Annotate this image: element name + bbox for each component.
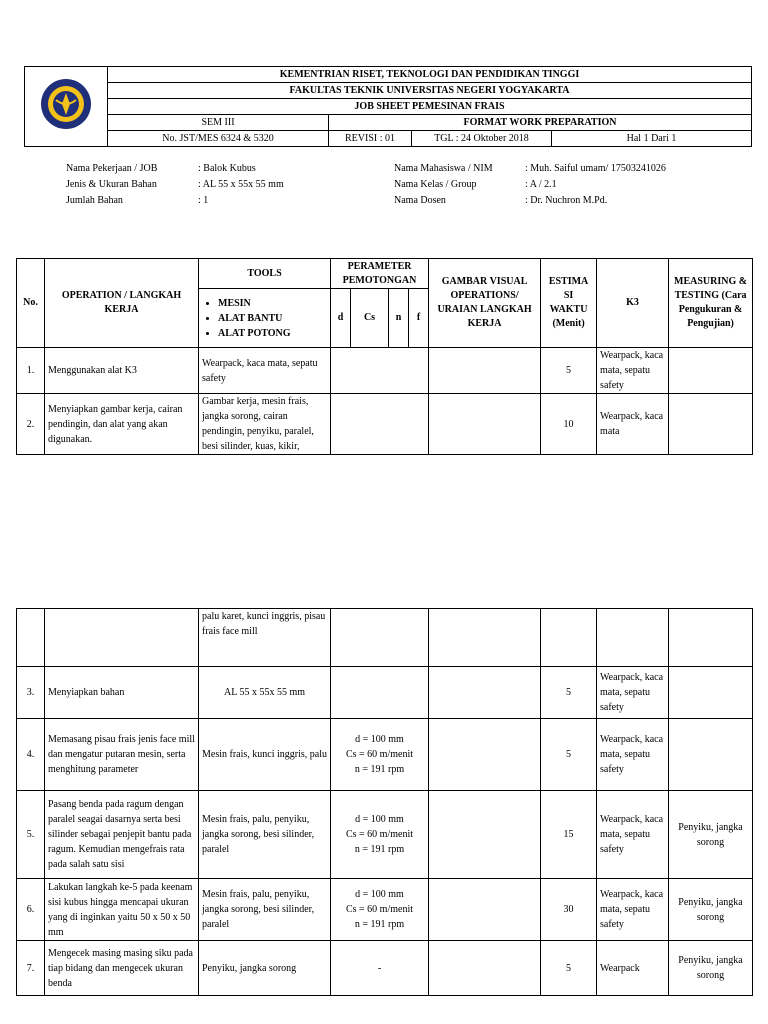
row-no: 2. xyxy=(17,394,45,455)
row-operation xyxy=(45,609,199,667)
row-no: 6. xyxy=(17,879,45,941)
row-measuring: Penyiku, jangka sorong xyxy=(669,791,753,879)
faculty-title: FAKULTAS TEKNIK UNIVERSITAS NEGERI YOGYAKARTA xyxy=(108,83,752,99)
row-measuring xyxy=(669,348,753,394)
info-left xyxy=(66,161,284,209)
info-label: Jenis & Ukuran Bahan xyxy=(66,179,157,190)
row-k3: Wearpack, kaca mata, sepatu safety xyxy=(597,719,669,791)
row-k3: Wearpack, kaca mata, sepatu safety xyxy=(597,791,669,879)
row-param: d = 100 mm Cs = 60 m/menit n = 191 rpm xyxy=(331,791,429,879)
col-measuring: MEASURING & TESTING (Cara Pengukuran & Pengujian) xyxy=(669,259,753,348)
ministry-title: KEMENTRIAN RISET, TEKNOLOGI DAN PENDIDIKAN TINGGI xyxy=(108,67,752,83)
row-time: 5 xyxy=(541,667,597,719)
row-gambar xyxy=(429,667,541,719)
info-value: : Dr. Nuchron M.Pd. xyxy=(525,195,608,206)
row-k3 xyxy=(597,609,669,667)
row-param xyxy=(331,667,429,719)
row-no: 3. xyxy=(17,667,45,719)
logo-cell xyxy=(25,67,108,147)
university-logo-icon xyxy=(40,78,92,130)
semester: SEM III xyxy=(108,115,329,131)
col-param: PERAMETER PEMOTONGAN xyxy=(331,259,429,289)
row-no: 4. xyxy=(17,719,45,791)
row-no: 5. xyxy=(17,791,45,879)
col-k3: K3 xyxy=(597,259,669,348)
row-time: 30 xyxy=(541,879,597,941)
col-estimasi: ESTIMA SI WAKTU (Menit) xyxy=(541,259,597,348)
row-operation: Lakukan langkah ke-5 pada keenam sisi kubus hingga mencapai ukuran yang di inginkan yaitu 50 x 50 x 50 mm xyxy=(45,879,199,941)
info-label: Jumlah Bahan xyxy=(66,195,123,206)
row-k3: Wearpack, kaca mata, sepatu safety xyxy=(597,879,669,941)
row-operation: Menyiapkan bahan xyxy=(45,667,199,719)
row-operation: Menggunakan alat K3 xyxy=(45,348,199,394)
row-no xyxy=(17,609,45,667)
table-row xyxy=(17,667,753,719)
col-gambar: GAMBAR VISUAL OPERATIONS/ URAIAN LANGKAH KERJA xyxy=(429,259,541,348)
info-label: Nama Dosen xyxy=(394,195,446,206)
jobsheet-title: JOB SHEET PEMESINAN FRAIS xyxy=(108,99,752,115)
work-table-page1 xyxy=(16,258,753,455)
work-table-page2 xyxy=(16,608,753,996)
table-row xyxy=(17,394,753,455)
row-gambar xyxy=(429,348,541,394)
row-operation: Menyiapkan gambar kerja, cairan pendingin, dan alat yang akan digunakan. xyxy=(45,394,199,455)
col-d: d xyxy=(331,289,351,348)
date: TGL : 24 Oktober 2018 xyxy=(412,131,552,147)
row-param xyxy=(331,609,429,667)
table-row xyxy=(17,348,753,394)
table-row xyxy=(17,791,753,879)
row-gambar xyxy=(429,791,541,879)
col-no: No. xyxy=(17,259,45,348)
tools-item: • MESIN xyxy=(218,296,327,311)
info-label: Nama Kelas / Group xyxy=(394,179,477,190)
row-gambar xyxy=(429,941,541,996)
row-time: 5 xyxy=(541,348,597,394)
row-tools: Mesin frais, kunci inggris, palu xyxy=(199,719,331,791)
row-time: 10 xyxy=(541,394,597,455)
table-row xyxy=(17,879,753,941)
row-gambar xyxy=(429,879,541,941)
row-tools: AL 55 x 55x 55 mm xyxy=(199,667,331,719)
table-row xyxy=(17,609,753,667)
info-value: : Muh. Saiful umam/ 17503241026 xyxy=(525,163,666,174)
row-param: d = 100 mm Cs = 60 m/menit n = 191 rpm xyxy=(331,879,429,941)
document-number: No. JST/MES 6324 & 5320 xyxy=(108,131,329,147)
row-time: 15 xyxy=(541,791,597,879)
row-no: 1. xyxy=(17,348,45,394)
format-title: FORMAT WORK PREPARATION xyxy=(329,115,752,131)
row-gambar xyxy=(429,609,541,667)
row-param xyxy=(331,348,429,394)
row-time xyxy=(541,609,597,667)
table-row xyxy=(17,719,753,791)
tools-item: • ALAT POTONG xyxy=(218,326,327,341)
row-k3: Wearpack, kaca mata xyxy=(597,394,669,455)
table-row xyxy=(17,941,753,996)
header-table xyxy=(24,66,752,147)
info-value: : AL 55 x 55x 55 mm xyxy=(198,179,284,190)
tools-subheader xyxy=(199,289,331,348)
info-value: : Balok Kubus xyxy=(198,163,256,174)
row-k3: Wearpack, kaca mata, sepatu safety xyxy=(597,348,669,394)
col-tools: TOOLS xyxy=(199,259,331,289)
row-time: 5 xyxy=(541,719,597,791)
row-gambar xyxy=(429,394,541,455)
row-tools: Mesin frais, palu, penyiku, jangka sorong, besi silinder, paralel xyxy=(199,791,331,879)
row-param xyxy=(331,394,429,455)
row-tools: Penyiku, jangka sorong xyxy=(199,941,331,996)
info-value: : 1 xyxy=(198,195,209,206)
row-operation: Mengecek masing masing siku pada tiap bidang dan mengecek ukuran benda xyxy=(45,941,199,996)
col-cs: Cs xyxy=(351,289,389,348)
row-measuring xyxy=(669,609,753,667)
col-f: f xyxy=(409,289,429,348)
row-measuring: Penyiku, jangka sorong xyxy=(669,941,753,996)
row-operation: Memasang pisau frais jenis face mill dan mengatur putaran mesin, serta menghitung parameter xyxy=(45,719,199,791)
row-k3: Wearpack, kaca mata, sepatu safety xyxy=(597,667,669,719)
row-param: d = 100 mm Cs = 60 m/menit n = 191 rpm xyxy=(331,719,429,791)
row-gambar xyxy=(429,719,541,791)
col-n: n xyxy=(389,289,409,348)
page-number: Hal 1 Dari 1 xyxy=(552,131,752,147)
row-time: 5 xyxy=(541,941,597,996)
row-measuring xyxy=(669,394,753,455)
row-no: 7. xyxy=(17,941,45,996)
info-right xyxy=(394,161,666,209)
row-tools: palu karet, kunci inggris, pisau frais face mill xyxy=(199,609,331,667)
row-measuring: Penyiku, jangka sorong xyxy=(669,879,753,941)
revision: REVISI : 01 xyxy=(329,131,412,147)
row-measuring xyxy=(669,719,753,791)
col-operation: OPERATION / LANGKAH KERJA xyxy=(45,259,199,348)
row-k3: Wearpack xyxy=(597,941,669,996)
row-param: - xyxy=(331,941,429,996)
row-tools: Gambar kerja, mesin frais, jangka sorong, cairan pendingin, penyiku, paralel, besi silinder, kuas, kikir, xyxy=(199,394,331,455)
row-tools: Wearpack, kaca mata, sepatu safety xyxy=(199,348,331,394)
row-operation: Pasang benda pada ragum dengan paralel seagai dasarnya serta besi silinder sebagai penjepit bantu pada ragum. Kemudian mengefrais rata pada salah satu sisi xyxy=(45,791,199,879)
row-measuring xyxy=(669,667,753,719)
info-label: Nama Pekerjaan / JOB xyxy=(66,163,158,174)
info-value: : A / 2.1 xyxy=(525,179,557,190)
info-label: Nama Mahasiswa / NIM xyxy=(394,163,493,174)
tools-item: • ALAT BANTU xyxy=(218,311,327,326)
row-tools: Mesin frais, palu, penyiku, jangka sorong, besi silinder, paralel xyxy=(199,879,331,941)
